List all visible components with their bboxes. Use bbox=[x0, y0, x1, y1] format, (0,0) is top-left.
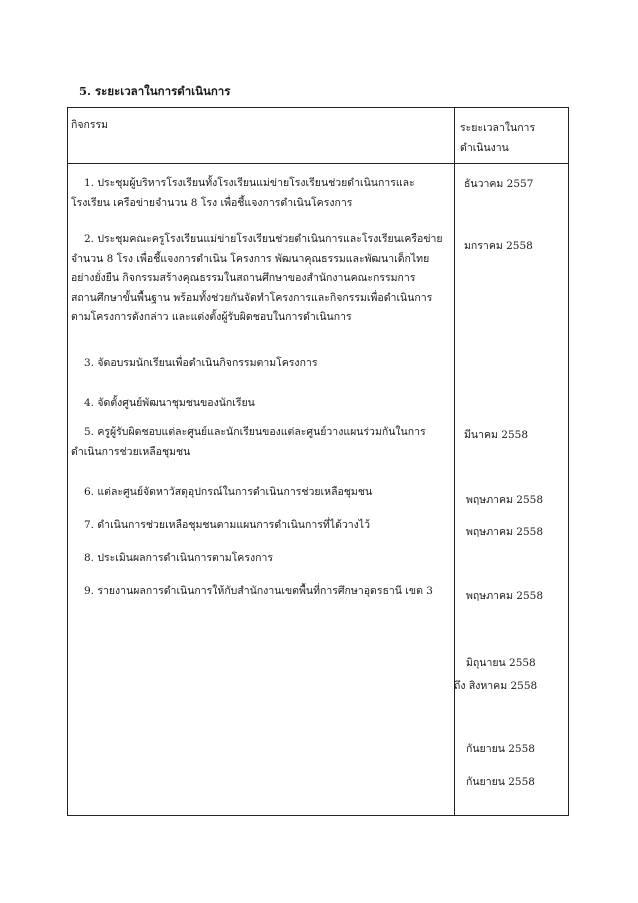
activity-4-line-1: 4. จัดตั้งศูนย์พัฒนาชุมชนของนักเรียน bbox=[84, 397, 255, 409]
activity-2-line-2: จำนวน 8 โรง เพื่อชี้แจงการดำเนิน โครงการ พัฒนาคุณธรรมและพัฒนาเด็กไทย bbox=[71, 252, 430, 265]
section-heading: 5. ระยะเวลาในการดำเนินการ bbox=[79, 84, 231, 98]
column-divider bbox=[454, 108, 455, 815]
activity-7-line-1: 7. ดำเนินการช่วยเหลือชุมชนตามแผนการดำเนินการที่ได้วางไว้ bbox=[84, 519, 370, 531]
date-4: พฤษภาคม 2558 bbox=[466, 494, 544, 506]
activity-5-line-2: ดำเนินการช่วยเหลือชุมชน bbox=[71, 445, 191, 458]
header-activity: กิจกรรม bbox=[71, 119, 109, 131]
schedule-table bbox=[67, 107, 569, 816]
activity-2 bbox=[71, 230, 443, 328]
date-10: กันยายน 2558 bbox=[466, 776, 535, 788]
header-period bbox=[460, 118, 535, 158]
activity-3 bbox=[71, 354, 317, 374]
activity-7 bbox=[71, 516, 370, 536]
activity-1-line-1: 1. ประชุมผู้บริหารโรงเรียนทั้งโรงเรียนแม่ข่ายโรงเรียนช่วยดำเนินการและ bbox=[84, 177, 415, 189]
activity-6-line-1: 6. แต่ละศูนย์จัดหาวัสดุอุปกรณ์ในการดำเนินการช่วยเหลือชุมชน bbox=[84, 486, 373, 498]
header-divider bbox=[68, 163, 568, 164]
activity-2-line-1: 2. ประชุมคณะครูโรงเรียนแม่ข่ายโรงเรียนช่วยดำเนินการและโรงเรียนเครือข่าย bbox=[84, 233, 443, 245]
header-period-line-2: ดำเนินงาน bbox=[460, 142, 509, 154]
activity-2-line-5: ตามโครงการดังกล่าว และแต่งตั้งผู้รับผิดชอบในการดำเนินการ bbox=[71, 311, 352, 324]
activity-9 bbox=[71, 582, 433, 602]
date-6: พฤษภาคม 2558 bbox=[466, 590, 544, 602]
activity-6 bbox=[71, 483, 372, 503]
activity-5-line-1: 5. ครูผู้รับผิดชอบแต่ละศูนย์และนักเรียนของแต่ละศูนย์วางแผนร่วมกันในการ bbox=[84, 426, 426, 438]
date-3: มีนาคม 2558 bbox=[464, 429, 528, 441]
activity-2-line-3: อย่างยั่งยืน กิจกรรมสร้างคุณธรรมในสถานศึกษาของสำนักงานคณะกรรมการ bbox=[71, 272, 416, 285]
activity-4 bbox=[71, 394, 255, 414]
header-period-line-1: ระยะเวลาในการ bbox=[460, 122, 536, 134]
date-5: พฤษภาคม 2558 bbox=[466, 526, 544, 538]
date-1: ธันวาคม 2557 bbox=[464, 178, 534, 190]
date-9: กันยายน 2558 bbox=[466, 743, 535, 755]
activity-1 bbox=[71, 174, 415, 213]
activity-5 bbox=[71, 423, 426, 462]
date-2: มกราคม 2558 bbox=[464, 240, 533, 252]
activity-8 bbox=[71, 549, 273, 569]
activity-8-line-1: 8. ประเมินผลการดำเนินการตามโครงการ bbox=[84, 552, 273, 564]
activity-9-line-1: 9. รายงานผลการดำเนินการให้กับสำนักงานเขตพื้นที่การศึกษาอุดรธานี เขต 3 bbox=[84, 585, 433, 597]
activity-3-line-1: 3. จัดอบรมนักเรียนเพื่อดำเนินกิจกรรมตามโครงการ bbox=[84, 357, 318, 369]
date-7: มิถุนายน 2558 bbox=[466, 657, 536, 669]
activity-1-line-2: โรงเรียน เครือข่ายจำนวน 8 โรง เพื่อชี้แจงการดำเนินโครงการ bbox=[71, 196, 353, 209]
date-8: ถึง สิงหาคม 2558 bbox=[454, 680, 538, 692]
activity-2-line-4: สถานศึกษาขั้นพื้นฐาน พร้อมทั้งช่วยกันจัดทำโครงการและกิจกรรมเพื่อดำเนินการ bbox=[71, 291, 433, 304]
